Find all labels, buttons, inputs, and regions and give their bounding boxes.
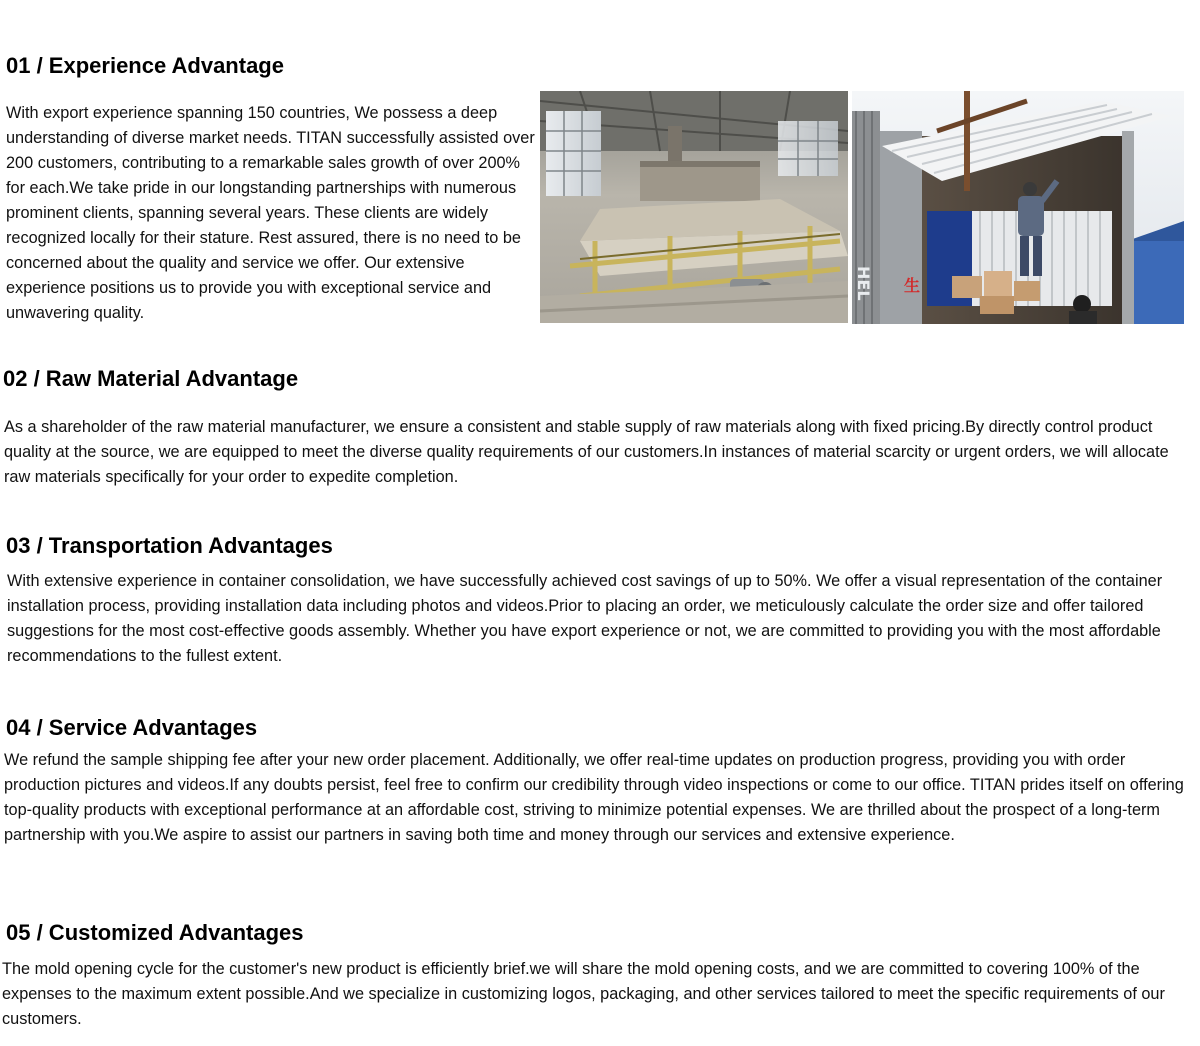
factory-production-line-photo	[540, 91, 848, 323]
section-heading-raw-material: 02 / Raw Material Advantage	[3, 366, 299, 391]
container-side-lettering: HEL	[854, 266, 873, 301]
section-heading-transportation: 03 / Transportation Advantages	[6, 533, 333, 558]
section-heading-service: 04 / Service Advantages	[6, 715, 258, 740]
container-loading-photo	[852, 91, 1184, 324]
section-body-transportation: With extensive experience in container consolidation, we have successfully achieved cost savings of up to 50%. We offer a visual representation of the container installation process, providing installation data including photos and videos.Prior to placing an order, we meticulously calculate the order size and offer tailored suggestions for the most cost-effective goods assembly. Whether you have export experience or not, we are committed to providing you with the most affordable recommendations to the fullest extent.	[7, 572, 1163, 665]
section-body-raw-material: As a shareholder of the raw material manufacturer, we ensure a consistent and stable supply of raw materials along with fixed pricing.By directly control product quality at the source, we are equipped to meet the diverse quality requirements of our customers.In instances of material scarcity or urgent orders, we will allocate raw materials specifically for your order to expedite completion.	[4, 418, 1169, 486]
container-red-sign: 生	[904, 276, 921, 295]
section-heading-experience: 01 / Experience Advantage	[6, 53, 284, 78]
section-heading-customized: 05 / Customized Advantages	[6, 920, 304, 945]
section-body-customized: The mold opening cycle for the customer's new product is efficiently brief.we will share the mold opening costs, and we are committed to covering 100% of the expenses to the maximum extent possible.And we specialize in customizing logos, packaging, and other services tailored to meet the specific requirements of our customers.	[2, 960, 1165, 1028]
section-body-service: We refund the sample shipping fee after your new order placement. Additionally, we offer real-time updates on production progress, providing you with order production pictures and videos.If any doubts persist, feel free to confirm our credibility through video inspections or come to our office. TITAN prides itself on offering top-quality products with exceptional performance at an affordable cost, striving to minimize potential expenses. We are thrilled about the prospect of a long-term partnership with you.We aspire to assist our partners in saving both time and money through our services and extensive experience.	[4, 751, 1184, 844]
section-body-experience: With export experience spanning 150 countries, We possess a deep understanding of diverse market needs. TITAN successfully assisted over 200 customers, contributing to a remarkable sales growth of over 200% for each.We take pride in our longstanding partnerships with numerous prominent clients, spanning several years. These clients are widely recognized locally for their stature. Rest assured, there is no need to be concerned about the quality and service we offer. Our extensive experience positions us to provide you with exceptional service and unwavering quality.	[6, 104, 535, 322]
